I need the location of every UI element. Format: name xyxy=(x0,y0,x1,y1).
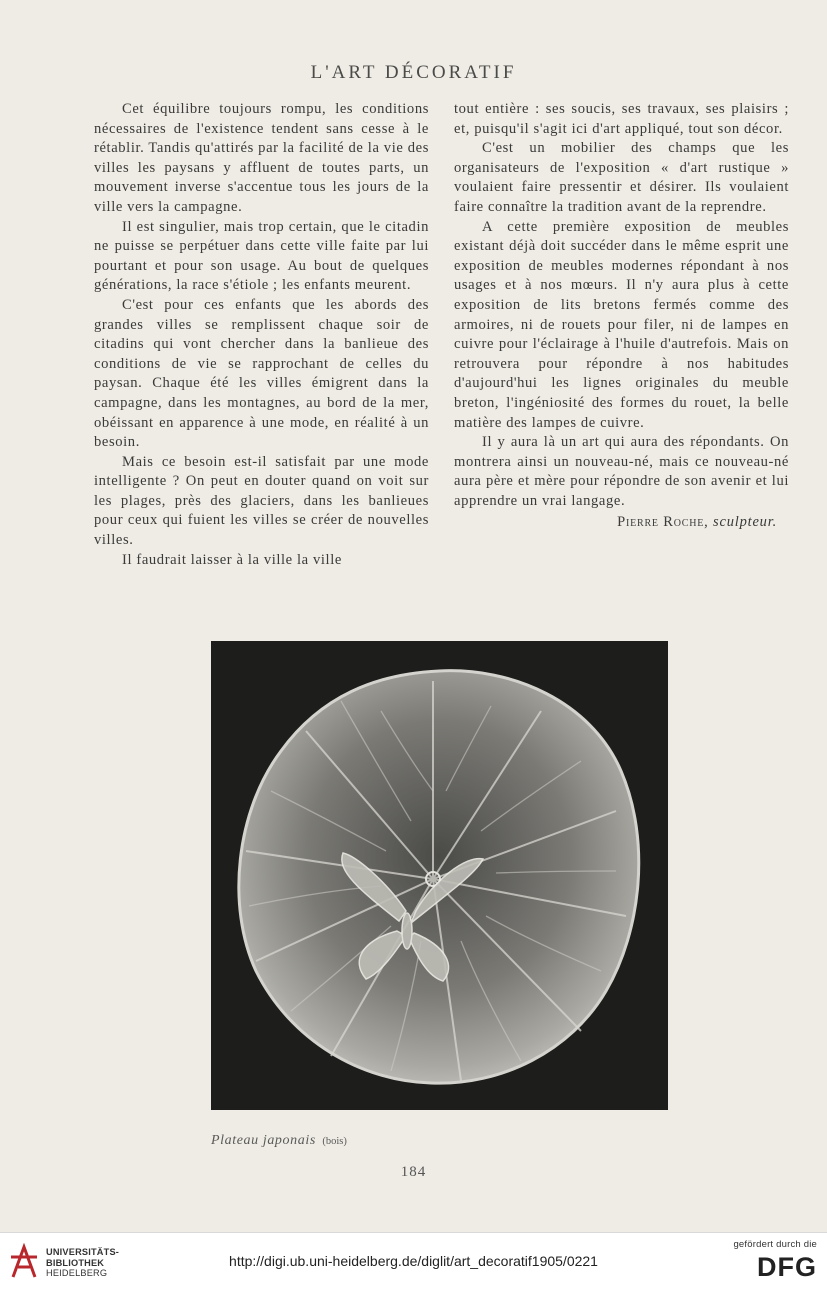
paragraph: C'est pour ces enfants que les abords des grandes villes se remplissent chaque soir de citadins qui vont chercher dans la banlieue des conditions de vie se rapprochant de celles du paysan. Chaque été les villes émigrent dans la campagne, dans les montagnes, au bord de la mer, obéissant en apparence à une mode, en réalité à un besoin. xyxy=(94,296,429,451)
author-role: sculpteur. xyxy=(713,514,777,531)
viewer-footer xyxy=(0,1232,827,1292)
paragraph: A cette première exposition de meubles existant déjà doit succéder dans le même esprit une exposition de meubles modernes répondant à nos usages et à nos mœurs. Il n'y aura plus à cette exposition de lits bretons fermés comme des armoires, ni de rouets pour filer, ni de lampes en cuivre pour l'éclairage à l'huile d'autrefois. Mais on retrouvera pour répondre à nos habitudes d'aujourd'hui les lignes originales du meuble breton, l'ingéniosité des formes du rouet, la belle matière des lampes de cuivre. xyxy=(454,218,789,431)
caption-title: Plateau japonais xyxy=(211,1133,316,1148)
permalink-url[interactable]: http://digi.ub.uni-heidelberg.de/diglit/art_decoratif1905/0221 xyxy=(229,1253,598,1269)
caption-note: (bois) xyxy=(322,1136,347,1147)
left-column xyxy=(94,100,429,570)
dfg-logo: DFG xyxy=(757,1252,817,1282)
paragraph: Mais ce besoin est-il satisfait par une mode intelligente ? On peut en douter quand on voit sur les plages, près des glaciers, dans les banlieues pour ceux qui fuient les villes se créer de nouvelles villes. xyxy=(94,453,429,549)
library-line-3: HEIDELBERG xyxy=(46,1268,108,1278)
paragraph: Il est singulier, mais trop certain, que le citadin ne puisse se perpétuer dans cette ville faite par lui pourtant et pour son usage. Au bout de quelques générations, la race s'étiole ; les enfants meurent. xyxy=(94,218,429,294)
figure-caption xyxy=(211,1133,347,1149)
plate-photograph xyxy=(211,641,668,1110)
paragraph: C'est un mobilier des champs que les organisateurs de l'exposition « d'art rustique » voulaient faire pressentir et désirer. Ils voulaient faire connaître la tradition avant de la reprendre. xyxy=(454,140,789,215)
page-number: 184 xyxy=(400,1164,427,1180)
funding-label: gefördert durch die xyxy=(733,1239,817,1250)
paragraph: Il faudrait laisser à la ville la ville xyxy=(122,551,342,568)
paragraph: Il y aura là un art qui aura des répondants. On montrera ainsi un nouveau-né, mais ce nouveau-né aura père et mère pour répondre de son avenir et lui apprendre un vrai langage. xyxy=(454,434,789,509)
carved-plate-illustration xyxy=(211,641,668,1110)
funding-credit xyxy=(733,1239,817,1282)
author-signature xyxy=(454,513,789,533)
paragraph: Cet équilibre toujours rompu, les conditions nécessaires de l'existence tendent sans cesse à le rétablir. Tandis qu'attirés par la facilité de la vie des villes les paysans y affluent de toutes parts, un mouvement inverse s'accentue tous les jours de la ville vers la campagne. xyxy=(94,101,429,215)
paragraph: tout entière : ses soucis, ses travaux, ses plaisirs ; et, puisqu'il s'agit ici d'art appliqué, tout son décor. xyxy=(454,101,789,137)
running-header: L'ART DÉCORATIF xyxy=(310,62,517,83)
library-line-2: BIBLIOTHEK xyxy=(46,1257,105,1268)
author-name: Pierre Roche, xyxy=(617,514,709,531)
right-column xyxy=(454,100,789,533)
library-line-1: UNIVERSITÄTS- xyxy=(46,1247,120,1257)
